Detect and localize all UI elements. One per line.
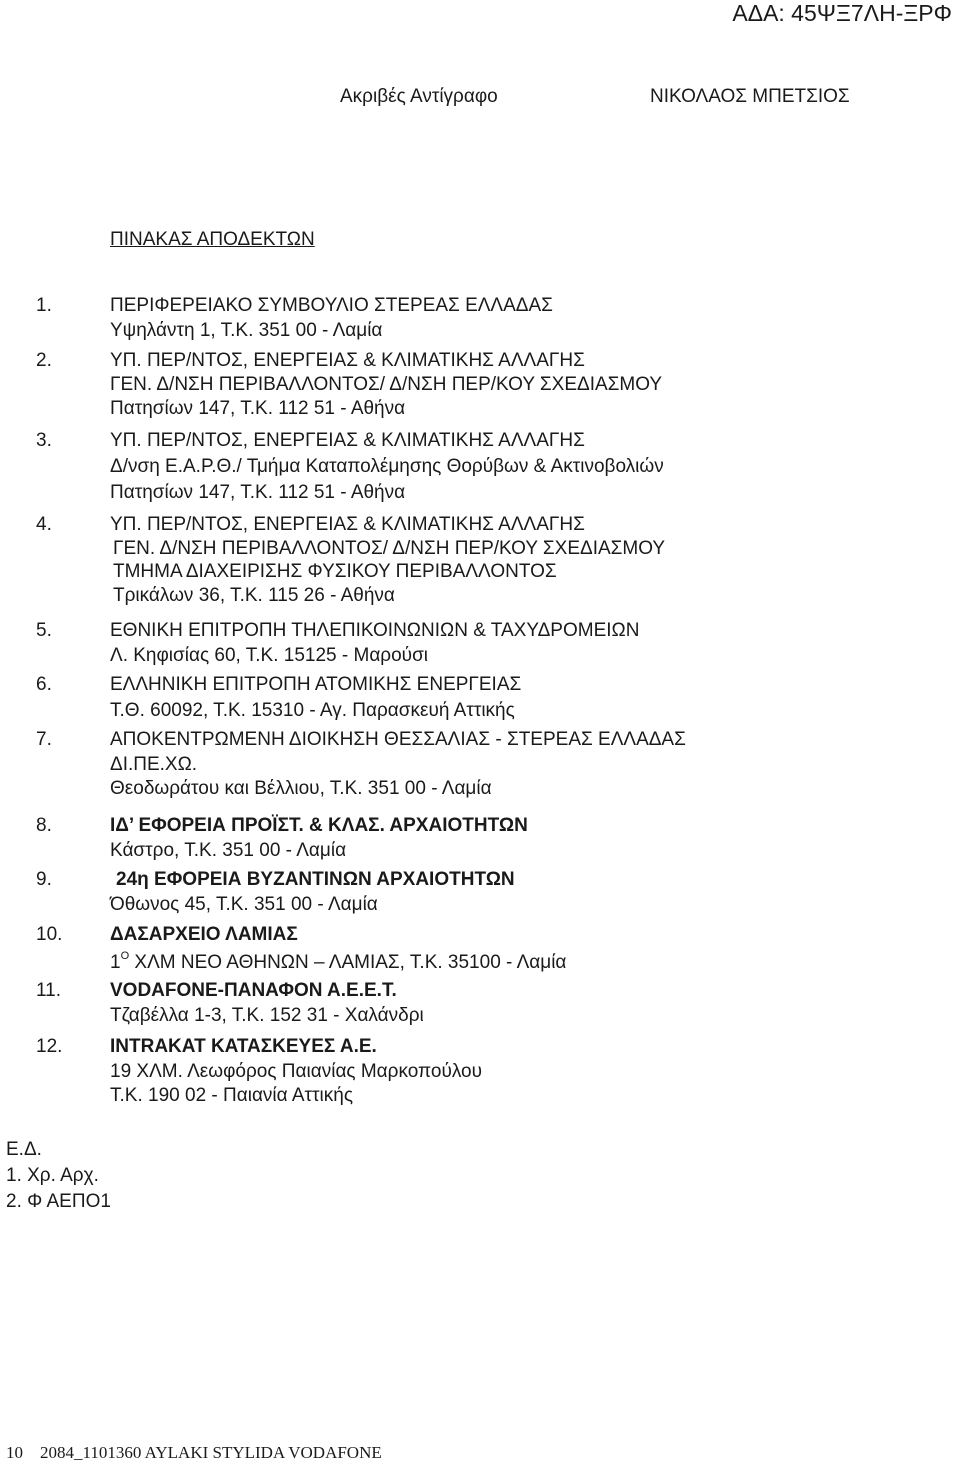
internal-item: 2. Φ ΑΕΠΟ1	[6, 1191, 111, 1212]
recipient-name: ΕΘΝΙΚΗ ΕΠΙΤΡΟΠΗ ΤΗΛΕΠΙΚΟΙΝΩΝΙΩΝ & ΤΑΧΥΔΡΟΜΕΙΩΝ	[110, 620, 640, 641]
page-number: 10	[6, 1443, 23, 1462]
recipient-address: Τζαβέλλα 1-3, Τ.Κ. 152 31 - Χαλάνδρι	[110, 1005, 424, 1026]
recipient-name: ΥΠ. ΠΕΡ/ΝΤΟΣ, ΕΝΕΡΓΕΙΑΣ & ΚΛΙΜΑΤΙΚΗΣ ΑΛΛΑΓΗΣ	[110, 514, 585, 535]
recipient-address: Τ.Θ. 60092, Τ.Κ. 15310 - Αγ. Παρασκευή Αττικής	[110, 700, 515, 721]
ada-code: ΑΔΑ: 45ΨΞ7ΛΗ-ΞΡΦ	[732, 0, 952, 26]
signer-name: ΝΙΚΟΛΑΟΣ ΜΠΕΤΣΙΟΣ	[650, 86, 850, 107]
recipient-number: 6.	[36, 674, 52, 695]
recipient-number: 1.	[36, 295, 52, 316]
recipient-number: 10.	[36, 924, 63, 945]
certified-copy-label: Ακριβές Αντίγραφο	[340, 86, 498, 107]
internal-item: 1. Χρ. Αρχ.	[6, 1165, 99, 1186]
recipient-name: ΙΔ’ ΕΦΟΡΕΙΑ ΠΡΟΪΣΤ. & ΚΛΑΣ. ΑΡΧΑΙΟΤΗΤΩΝ	[110, 815, 528, 836]
recipient-number: 9.	[36, 869, 52, 890]
recipient-section: ΤΜΗΜΑ ΔΙΑΧΕΙΡΙΣΗΣ ΦΥΣΙΚΟΥ ΠΕΡΙΒΑΛΛΟΝΤΟΣ	[113, 561, 557, 582]
page-footer	[6, 1443, 382, 1463]
recipient-department: Δ/νση Ε.Α.Ρ.Θ./ Τμήμα Καταπολέμησης Θορύβων & Ακτινοβολιών	[110, 456, 664, 477]
recipient-address: 19 ΧΛΜ. Λεωφόρος Παιανίας Μαρκοπούλου	[110, 1061, 483, 1082]
recipient-name: ΥΠ. ΠΕΡ/ΝΤΟΣ, ΕΝΕΡΓΕΙΑΣ & ΚΛΙΜΑΤΙΚΗΣ ΑΛΛΑΓΗΣ	[110, 430, 585, 451]
recipient-name: VODAFONE-ΠΑΝΑΦΟΝ Α.Ε.Ε.Τ.	[110, 980, 397, 1001]
file-reference: 2084_1101360 AYLAKI STYLIDA VODAFONE	[40, 1443, 382, 1462]
recipient-number: 5.	[36, 620, 52, 641]
recipient-name: ΠΕΡΙΦΕΡΕΙΑΚΟ ΣΥΜΒΟΥΛΙΟ ΣΤΕΡΕΑΣ ΕΛΛΑΔΑΣ	[110, 295, 553, 316]
recipient-number: 4.	[36, 514, 52, 535]
recipient-department: ΓΕΝ. Δ/ΝΣΗ ΠΕΡΙΒΑΛΛΟΝΤΟΣ/ Δ/ΝΣΗ ΠΕΡ/ΚΟΥ ΣΧΕΔΙΑΣΜΟΥ	[110, 374, 663, 395]
recipient-department: ΔΙ.ΠΕ.ΧΩ.	[110, 754, 198, 775]
internal-distribution-label: Ε.Δ.	[6, 1139, 42, 1160]
recipient-number: 8.	[36, 815, 52, 836]
recipient-address: Όθωνος 45, Τ.Κ. 351 00 - Λαμία	[110, 894, 378, 915]
recipient-name: ΔΑΣΑΡΧΕΙΟ ΛΑΜΙΑΣ	[110, 924, 298, 945]
recipient-name: ΥΠ. ΠΕΡ/ΝΤΟΣ, ΕΝΕΡΓΕΙΑΣ & ΚΛΙΜΑΤΙΚΗΣ ΑΛΛΑΓΗΣ	[110, 350, 585, 371]
recipient-address: Πατησίων 147, Τ.Κ. 112 51 - Αθήνα	[110, 482, 406, 503]
km-superscript: Ο	[120, 950, 130, 962]
recipient-address: Τρικάλων 36, Τ.Κ. 115 26 - Αθήνα	[113, 585, 395, 606]
recipient-number: 7.	[36, 729, 52, 750]
recipient-name: 24η ΕΦΟΡΕΙΑ ΒΥΖΑΝΤΙΝΩΝ ΑΡΧΑΙΟΤΗΤΩΝ	[116, 869, 515, 890]
recipient-address	[110, 950, 566, 974]
internal-distribution	[6, 1137, 111, 1215]
recipient-address: Πατησίων 147, Τ.Κ. 112 51 - Αθήνα	[110, 398, 406, 419]
recipient-number: 2.	[36, 350, 52, 371]
recipient-number: 3.	[36, 430, 52, 451]
recipient-name: ΑΠΟΚΕΝΤΡΩΜΕΝΗ ΔΙΟΙΚΗΣΗ ΘΕΣΣΑΛΙΑΣ - ΣΤΕΡΕΑΣ ΕΛΛΑΔΑΣ	[110, 729, 686, 750]
km-number: 1	[110, 952, 121, 973]
recipients-table-title: ΠΙΝΑΚΑΣ ΑΠΟΔΕΚΤΩΝ	[110, 229, 315, 250]
recipient-address: Υψηλάντη 1, Τ.Κ. 351 00 - Λαμία	[110, 320, 383, 341]
recipient-address: Θεοδωράτου και Βέλλιου, Τ.Κ. 351 00 - Λαμία	[110, 778, 492, 799]
recipient-postcode: Τ.Κ. 190 02 - Παιανία Αττικής	[110, 1085, 354, 1106]
recipient-name: ΕΛΛΗΝΙΚΗ ΕΠΙΤΡΟΠΗ ΑΤΟΜΙΚΗΣ ΕΝΕΡΓΕΙΑΣ	[110, 674, 522, 695]
recipient-address: Λ. Κηφισίας 60, Τ.Κ. 15125 - Μαρούσι	[110, 645, 429, 666]
recipient-number: 11.	[36, 980, 62, 1001]
recipient-department: ΓΕΝ. Δ/ΝΣΗ ΠΕΡΙΒΑΛΛΟΝΤΟΣ/ Δ/ΝΣΗ ΠΕΡ/ΚΟΥ ΣΧΕΔΙΑΣΜΟΥ	[113, 538, 666, 559]
recipient-name: INTRAKAT ΚΑΤΑΣΚΕΥΕΣ Α.Ε.	[110, 1036, 377, 1057]
recipient-number: 12.	[36, 1036, 63, 1057]
recipient-address-text: ΧΛΜ ΝΕΟ ΑΘΗΝΩΝ – ΛΑΜΙΑΣ, Τ.Κ. 35100 - Λαμία	[134, 952, 567, 973]
recipient-address: Κάστρο, Τ.Κ. 351 00 - Λαμία	[110, 840, 347, 861]
